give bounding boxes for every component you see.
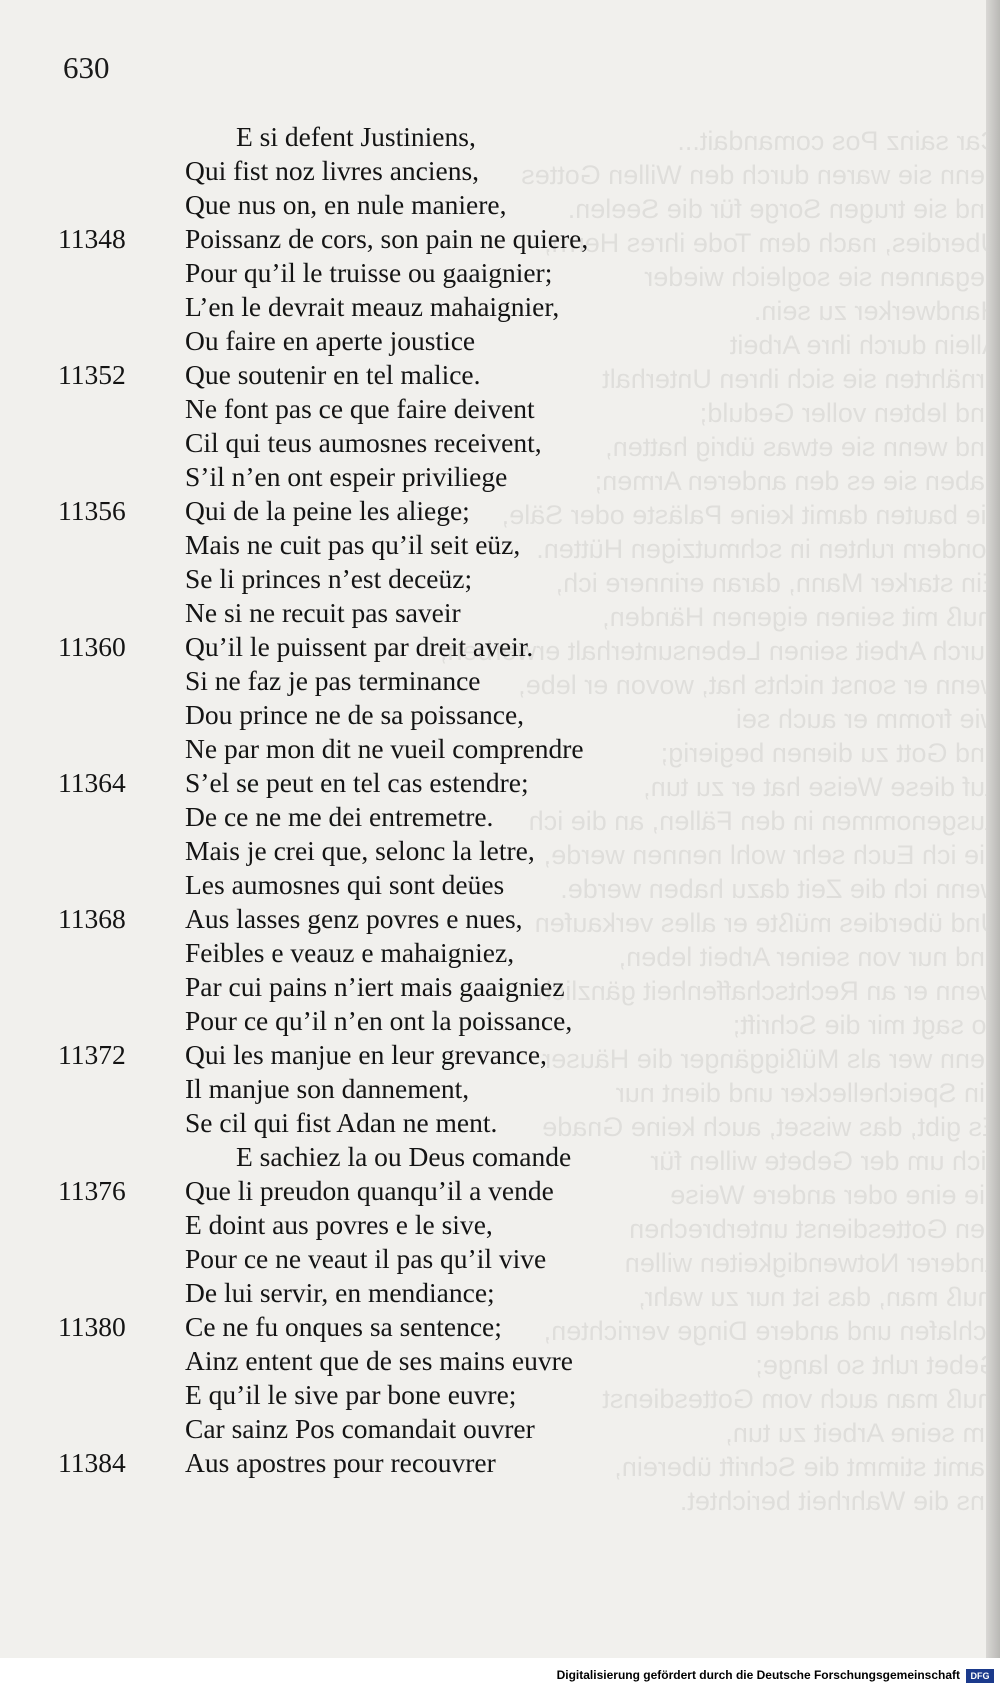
verse-line: [40, 324, 740, 358]
verse-line: [40, 664, 740, 698]
show-through-line: Es gibt, das wisset, auch keine Gnade: [542, 1112, 1000, 1142]
footer-credit: Digitalisierung gefördert durch die Deutsche Forschungsgemeinschaft: [556, 1668, 960, 1682]
show-through-line: Gebet ruht so lange;: [755, 1350, 1000, 1380]
verse-text: Pour qu’il le truisse ou gaaignier;: [185, 257, 553, 288]
verse-line: [40, 392, 740, 426]
verse-text: Cil qui teus aumosnes receivent,: [185, 427, 542, 458]
verse-line: [40, 1038, 740, 1072]
page-number: 630: [63, 50, 110, 85]
verse-line: [40, 1208, 740, 1242]
verse-line: [40, 1310, 740, 1344]
line-number: 11380: [58, 1311, 126, 1342]
verse-text: Les aumosnes qui sont deües: [185, 869, 505, 900]
show-through-line: muß man, das ist nur zu wahr,: [638, 1282, 1000, 1312]
verse-line: [40, 766, 740, 800]
show-through-line: damit stimmt die Schrift überein,: [614, 1452, 1000, 1482]
line-number: 11372: [58, 1039, 126, 1070]
verse-line: [40, 290, 740, 324]
verse-text: Si ne faz je pas terminance: [185, 665, 481, 696]
verse-text: Que nus on, en nule maniere,: [185, 189, 507, 220]
verse-text: Aus apostres pour recouvrer: [185, 1447, 496, 1478]
line-number: 11364: [58, 767, 126, 798]
verse-line: [40, 1276, 740, 1310]
show-through-line: auf diese Weise hat er zu tun,: [643, 772, 1000, 802]
page-edge: [986, 0, 1000, 1658]
verse-line: [40, 562, 740, 596]
verse-line: [40, 1072, 740, 1106]
show-through-line: und wenn sie etwas übrig hatten,: [605, 432, 1000, 462]
show-through-line: wenn er an Rechtschaffenheit gänzlich: [536, 976, 1000, 1006]
show-through-line: gaben sie es den anderen Armen;: [594, 466, 1000, 496]
verse-text: Ne font pas ce que faire deivent: [185, 393, 535, 424]
show-through-line: ernährten sie sich ihren Unterhalt: [602, 364, 1000, 394]
show-through-line: Ein starker Mann, daran erinnere ich,: [555, 568, 1000, 598]
show-through-line: Allein durch ihre Arbeit: [729, 330, 1000, 360]
line-number: 11368: [58, 903, 126, 934]
verse-text: Qui les manjue en leur grevance,: [185, 1039, 547, 1070]
show-through-line: wie fromm er auch sei: [735, 704, 1000, 734]
show-through-line: denn sie waren durch den Willen Gottes: [521, 160, 1000, 190]
verse-text: Qui fist noz livres anciens,: [185, 155, 480, 186]
verse-line: [40, 120, 740, 154]
verse-text: Ou faire en aperte joustice: [185, 325, 476, 356]
verse-text: Ainz entent que de ses mains euvre: [185, 1345, 573, 1376]
show-through-line: sie bauten damit keine Paläste oder Säle,: [501, 500, 1000, 530]
show-through-line: ausgenommen in den Fällen, an die ich: [528, 806, 1000, 836]
show-through-line: sich um der Gebete willen für: [650, 1146, 1000, 1176]
verse-line: [40, 1344, 740, 1378]
verse-line: [40, 1378, 740, 1412]
show-through-line: sondern ruhten in schmutzigen Hütten.: [536, 534, 1000, 564]
verse-text: Pour ce qu’il n’en ont la poissance,: [185, 1005, 573, 1036]
verse-line: [40, 1446, 740, 1480]
verse-text: Car sainz Pos comandait ouvrer: [185, 1413, 535, 1444]
verse-line: [40, 630, 740, 664]
show-through-line: wenn er sonst nichts hat, wovon er lebe,: [518, 670, 1000, 700]
line-number: 11352: [58, 359, 126, 390]
verse-text: Dou prince ne de sa poissance,: [185, 699, 525, 730]
verse-line: [40, 222, 740, 256]
verse-line: [40, 834, 740, 868]
line-number: 11360: [58, 631, 126, 662]
show-through-line: durch Arbeit seinen Lebensunterhalt erwerben,: [440, 636, 1000, 666]
verse-line: [40, 732, 740, 766]
show-through-line: denn wer als Müßiggänger die Häuser: [542, 1044, 1000, 1074]
verse-line: [40, 1004, 740, 1038]
footer-strip: [0, 1658, 1000, 1690]
verse-line: [40, 1140, 740, 1174]
verse-line: [40, 698, 740, 732]
verse-text: E qu’il le sive par bone euvre;: [185, 1379, 517, 1410]
show-through-line: um seine Arbeit zu tun,: [725, 1418, 1000, 1448]
show-through-line: Und überdies müßte er alles verkaufen: [534, 908, 1000, 938]
show-through-line: Handwerker zu sein.: [753, 296, 1000, 326]
verse-line: [40, 1174, 740, 1208]
line-number: 11356: [58, 495, 126, 526]
verse-line: [40, 256, 740, 290]
show-through-line: und Gott zu dienen begierig;: [660, 738, 1000, 768]
dfg-logo: DFG: [966, 1669, 994, 1683]
show-through-line: so sagt mir die Schrift;: [732, 1010, 1000, 1040]
verse-text: Par cui pains n’iert mais gaaigniez: [185, 971, 565, 1002]
verse-line: [40, 358, 740, 392]
verse-line: [40, 188, 740, 222]
show-through-line: die ich Euch sehr wohl nennen werde,: [543, 840, 1000, 870]
verse-text: L’en le devrait meauz mahaignier,: [185, 291, 560, 322]
verse-text: Qu’il le puissent par dreit aveir.: [185, 631, 534, 662]
verse-text: Ne par mon dit ne vueil comprendre: [185, 733, 584, 764]
verse-text: Poissanz de cors, son pain ne quiere,: [185, 223, 589, 254]
verse-line: [40, 154, 740, 188]
show-through-line: muß man auch vom Gottesdienst: [602, 1384, 1000, 1414]
verse-text: Que soutenir en tel malice.: [185, 359, 481, 390]
show-through-line: uns die Wahrheit berichtet.: [679, 1486, 1000, 1516]
verse-text: De lui servir, en mendiance;: [185, 1277, 495, 1308]
verse-line: [40, 494, 740, 528]
verse-text: S’el se peut en tel cas estendre;: [185, 767, 529, 798]
show-through-line: die eine oder andere Weise: [670, 1180, 1000, 1210]
verse-line: [40, 528, 740, 562]
verse-line: [40, 1412, 740, 1446]
show-through-line: und nur von seiner Arbeit leben,: [618, 942, 1000, 972]
line-number: 11376: [58, 1175, 126, 1206]
show-through-line: Car sainz Pos comandait...: [677, 126, 1000, 156]
verse-block: [40, 120, 740, 1480]
verse-text: Se cil qui fist Adan ne ment.: [185, 1107, 498, 1138]
show-through-line: den Gottesdienst unterbrechen: [629, 1214, 1000, 1244]
verse-text: E si defent Justiniens,: [236, 121, 476, 152]
verse-line: [40, 970, 740, 1004]
line-number: 11348: [58, 223, 126, 254]
show-through-line: und sie trugen Sorge für die Seelen.: [567, 194, 1000, 224]
verse-line: [40, 868, 740, 902]
verse-line: [40, 426, 740, 460]
verse-text: Ce ne fu onques sa sentence;: [185, 1311, 502, 1342]
verse-text: Pour ce ne veaut il pas qu’il vive: [185, 1243, 547, 1274]
show-through-line: begannen sie sogleich wieder: [644, 262, 1000, 292]
show-through-line: muß mit seinen eigenen Händen,: [602, 602, 1000, 632]
show-through-line: schlafen und andere Dinge verrichten,: [543, 1316, 1000, 1346]
verse-text: S’il n’en ont espeir priviliege: [185, 461, 508, 492]
verse-line: [40, 902, 740, 936]
verse-text: Que li preudon quanqu’il a vende: [185, 1175, 554, 1206]
verse-text: Aus lasses genz povres e nues,: [185, 903, 523, 934]
show-through-line: ein Speichellecker und dient nur: [615, 1078, 1000, 1108]
verse-text: Ne si ne recuit pas saveir: [185, 597, 461, 628]
show-through-line: und lebten voller Geduld;: [699, 398, 1000, 428]
show-through-line: wenn ich die Zeit dazu haben werde.: [560, 874, 1000, 904]
verse-line: [40, 1242, 740, 1276]
verse-text: E doint aus povres e le sive,: [185, 1209, 493, 1240]
verse-text: De ce ne me dei entremetre.: [185, 801, 494, 832]
show-through-line: anderer Notwendigkeiten willen: [624, 1248, 1000, 1278]
verse-line: [40, 936, 740, 970]
verse-line: [40, 800, 740, 834]
verse-text: Feibles e veauz e mahaigniez,: [185, 937, 515, 968]
verse-text: E sachiez la ou Deus comande: [236, 1141, 572, 1172]
verse-text: Mais ne cuit pas qu’il seit eüz,: [185, 529, 521, 560]
line-number: 11384: [58, 1447, 126, 1478]
verse-text: Qui de la peine les aliege;: [185, 495, 470, 526]
verse-text: Mais je crei que, selonc la letre,: [185, 835, 535, 866]
verse-line: [40, 596, 740, 630]
verse-line: [40, 460, 740, 494]
verse-line: [40, 1106, 740, 1140]
verse-text: Il manjue son dannement,: [185, 1073, 470, 1104]
show-through-line: Überdies, nach dem Tode ihres Herrn,: [544, 228, 1000, 258]
verse-text: Se li princes n’est deceüz;: [185, 563, 473, 594]
